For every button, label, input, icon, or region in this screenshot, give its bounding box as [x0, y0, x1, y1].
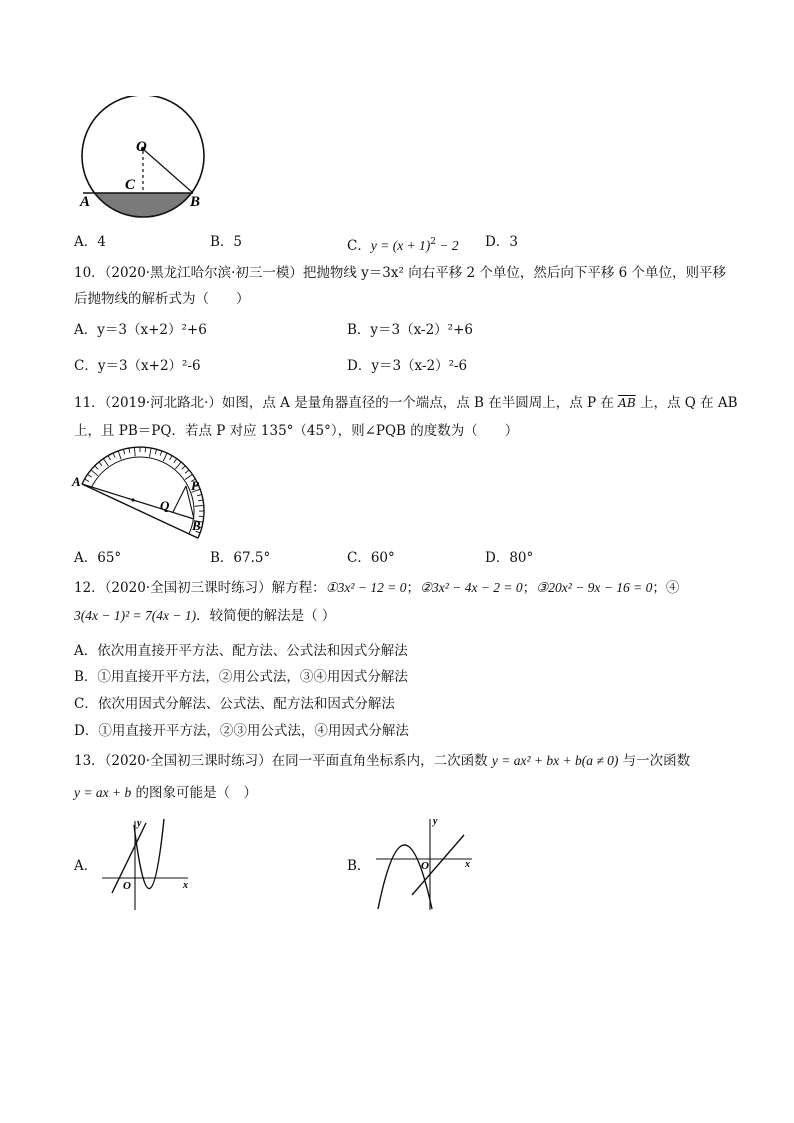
q11-stem-tail: 上，点 Q 在 AB: [635, 395, 738, 411]
q10-option-c[interactable]: C．y＝3（x+2）²-6: [74, 358, 201, 374]
protractor-tick: [199, 509, 204, 513]
q12-intro: 12．（2020·全国初三课时练习）解方程：: [74, 580, 326, 596]
q10-stem-line1: 10．（2020·黑龙江哈尔滨·初三一模）把抛物线 y＝3x² 向右平移 2 个单位，然后向下平移 6 个单位，则平移: [74, 265, 727, 281]
protractor-tick: [131, 447, 138, 456]
q9-option-c-tail: − 2: [436, 238, 459, 253]
label-a: A: [80, 194, 91, 210]
q13-option-a[interactable]: A．: [74, 858, 98, 874]
protractor-tick: [94, 466, 99, 470]
q9-option-d[interactable]: D．3: [485, 234, 518, 250]
q12-stem-line1: 12．（2020·全国初三课时练习）解方程：①3x² − 12 = 0；②3x² − 4x − 2 = 0；③20x² − 9x − 16 = 0；④: [74, 580, 680, 596]
q12-option-d[interactable]: D．①用直接开平方法，②③用公式法，④用因式分解法: [74, 723, 409, 739]
q11-option-d[interactable]: D．80°: [485, 550, 534, 566]
label-o: O: [136, 139, 147, 155]
q13-graph-b[interactable]: [372, 815, 477, 911]
q11-option-a[interactable]: A．65°: [74, 550, 122, 566]
q12-eq4-mark: ④: [665, 580, 680, 596]
q12-option-a[interactable]: A．依次用直接开平方法、配方法、公式法和因式分解法: [74, 643, 408, 659]
protractor-tick: [160, 451, 163, 456]
q10-option-a[interactable]: A．y＝3（x+2）²+6: [74, 322, 207, 338]
protractor-tick: [144, 447, 148, 452]
label-origin: O: [123, 880, 131, 892]
q9-option-c-exp: 2: [430, 237, 437, 247]
q9-option-c-expr: y = (x + 1): [370, 238, 431, 253]
q11-protractor-figure: [70, 446, 220, 542]
label-a: A: [72, 474, 81, 489]
q12-option-c[interactable]: C．依次用因式分解法、公式法、配方法和因式分解法: [74, 696, 395, 712]
q13-stem-line2: [74, 784, 257, 802]
protractor-tick: [195, 502, 204, 509]
q9-option-a[interactable]: A．4: [74, 234, 106, 250]
label-b: B: [190, 194, 201, 210]
q13-stem-text: 13．（2020·全国初三课时练习）在同一平面直角坐标系内，二次函数: [74, 753, 492, 769]
segment-ab: [82, 484, 194, 519]
q11-stem-line2: 上，且 PB＝PQ．若点 P 对应 135°（45°），则∠PQB 的度数为（ ）: [74, 423, 519, 439]
q12-eq3: ③20x² − 9x − 16 = 0: [536, 580, 653, 595]
q11-option-b[interactable]: B．67.5°: [210, 550, 271, 566]
protractor-tick: [147, 448, 153, 457]
q12-eq1: ①3x² − 12 = 0: [325, 580, 407, 595]
q12-eq2: ②3x² − 4x − 2 = 0: [419, 580, 523, 595]
q9-option-c[interactable]: [347, 233, 459, 255]
parabola: [378, 845, 432, 909]
label-x: x: [465, 859, 470, 870]
q10-stem-line2: 后抛物线的解析式为（ ）: [74, 291, 250, 307]
label-b: B: [192, 518, 201, 533]
label-q: Q: [160, 498, 170, 513]
q11-arc-ab: $\overline{AB}$: [618, 396, 636, 410]
q13-stem-tail2: 的图象可能是（ ）: [131, 785, 258, 801]
segment-pq: [173, 486, 186, 512]
q10-option-d[interactable]: D．y＝3（x-2）²-6: [347, 358, 468, 374]
protractor-tick: [163, 453, 167, 461]
protractor-tick: [182, 465, 186, 470]
protractor-tick: [87, 474, 92, 477]
protractor-tick: [190, 534, 198, 538]
label-p: P: [191, 478, 199, 493]
label-y: y: [433, 816, 438, 827]
label-origin: O: [421, 860, 429, 872]
q11-stem-text: 11．（2019·河北路北·）如图，点 A 是量角器直径的一个端点，点 B 在半圆周上，点 P 在: [74, 395, 619, 411]
q13-stem-line1: [74, 752, 690, 770]
q11-stem-line1: [74, 394, 738, 412]
label-x: x: [183, 880, 188, 891]
protractor-diameter: [82, 484, 198, 538]
protractor-center: [131, 498, 134, 501]
q9-option-c-prefix: C．: [347, 238, 371, 254]
protractor-tick: [138, 447, 142, 452]
label-c: C: [125, 177, 136, 193]
protractor-tick: [175, 461, 181, 470]
q12-option-b[interactable]: B．①用直接开平方法，②用公式法，③④用因式分解法: [74, 669, 408, 685]
q13-option-b[interactable]: B．: [347, 858, 371, 874]
protractor-tick: [101, 459, 110, 466]
protractor-tick: [84, 479, 89, 482]
protractor-tick: [174, 458, 177, 463]
q13-graph-a[interactable]: [100, 815, 195, 911]
q12-tail: ．较简便的解法是（ ）: [196, 608, 336, 624]
q9-option-b[interactable]: B．5: [210, 234, 243, 250]
label-y: y: [137, 818, 142, 829]
protractor-tick: [90, 470, 99, 476]
q13-stem-tail: 与一次函数: [618, 753, 691, 769]
q9-circle-figure: [74, 96, 214, 220]
q13-func2: y = ax + b: [74, 785, 132, 800]
q12-eq4: 3(4x − 1)² = 7(4x − 1): [74, 608, 197, 623]
q10-option-b[interactable]: B．y＝3（x-2）²+6: [347, 322, 473, 338]
protractor-tick: [170, 455, 173, 460]
radius-ob: [143, 149, 193, 193]
q11-option-c[interactable]: C．60°: [347, 550, 395, 566]
q12-stem-line2: [74, 607, 335, 625]
q13-func1: y = ax² + bx + b(a ≠ 0): [491, 753, 619, 768]
